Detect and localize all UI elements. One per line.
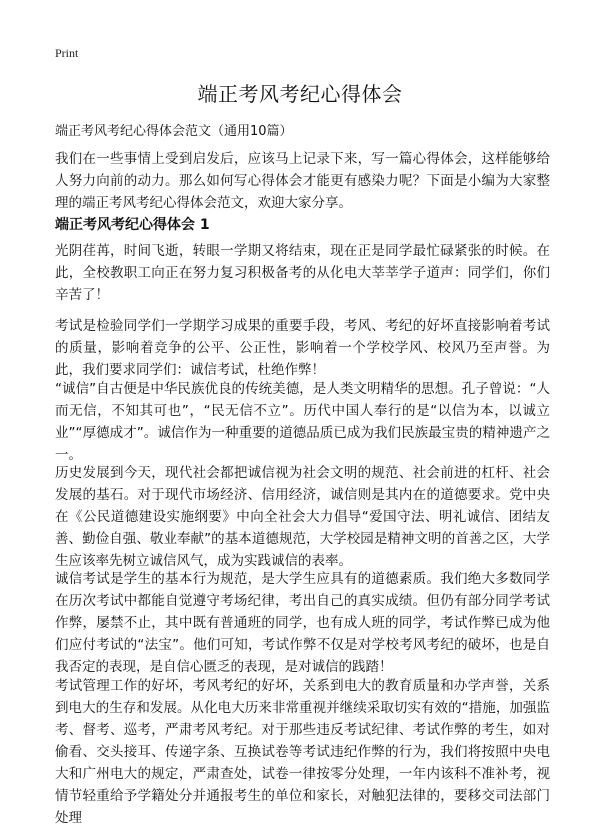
body-paragraph: 诚信考试是学生的基本行为规范，是大学生应具有的道德素质。我们绝大多数同学在历次考试中都能自觉遵守考场纪律，考出自己的真实成绩。但仍有部分同学考试作弊，屡禁不止，其中既有普通班的同学，也有成人班的同学，考试作弊已成为他们应付考试的“法宝”。他们可知，考试作弊不仅是对学校考风考纪的破坏，也是自我否定的表现，是自信心匮乏的表现，是对诚信的践踏！ bbox=[55, 571, 550, 675]
body-paragraph: 历史发展到今天，现代社会都把诚信视为社会文明的规范、社会前进的杠杆、社会发展的基石。对于现代市场经济、信用经济，诚信则是其内在的道德要求。党中央在《公民道德建设实施纲要》中向全社会大力倡导“爱国守法、明礼诚信、团结友善、勤俭自强、敬业奉献”的基本道德规范，大学校园是精神文明的首善之区，大学生应该率先树立诚信风气，成为实践诚信的表率。 bbox=[55, 465, 550, 569]
print-label: Print bbox=[55, 46, 79, 60]
intro-paragraph: 我们在一些事情上受到启发后，应该马上记录下来，写一篇心得体会，这样能够给人努力向前的动力。那么如何写心得体会才能更有感染力呢？下面是小编为大家整理的端正考风考纪心得体会范文，欢迎大家分享。 bbox=[55, 151, 550, 211]
body-paragraph: 考试管理工作的好坏，考风考纪的好坏，关系到电大的教育质量和办学声誉，关系到电大的生存和发展。从化电大历来非常重视并继续采取切实有效的“措施，加强监考、督考、巡考，严肃考风考纪。对于那些违反考试纪律、考试作弊的考生，如对偷看、交头接耳、传递字条、互换试卷等考试违纪作弊的行为，我们将按照中央电大和广州电大的规定，严肃查处，试卷一律按零分处理，一年内该科不准补考，视情节轻重给予学籍处分并通报考生的单位和家长，对触犯法律的，要移交司法部门处理 bbox=[55, 678, 550, 826]
section-heading: 端正考风考纪心得体会 1 bbox=[55, 217, 210, 233]
document-subtitle: 端正考风考纪心得体会范文（通用10篇） bbox=[55, 124, 293, 139]
body-paragraph: 光阴荏苒，时间飞逝，转眼一学期又将结束，现在正是同学最忙碌紧张的时候。在此，全校教职工向正在努力复习积极备考的从化电大莘莘学子道声：同学们，你们辛苦了！ bbox=[55, 243, 550, 303]
body-paragraph: “诚信”自古便是中华民族优良的传统美德，是人类文明精华的思想。孔子曾说：“人而无信，不知其可也”，“民无信不立”。历代中国人奉行的是“以信为本，以诚立业”“厚德成才”。诚信作为一种重要的道德品质已成为我们民族最宝贵的精神遗产之一。 bbox=[55, 381, 550, 463]
body-paragraph: 考试是检验同学们一学期学习成果的重要手段，考风、考纪的好坏直接影响着考试的质量，影响着竞争的公平、公正性，影响着一个学校学风、校风乃至声誉。为此，我们要求同学们：诚信考试，杜绝作弊！ bbox=[55, 318, 550, 378]
document-title: 端正考风考纪心得体会 bbox=[197, 82, 403, 106]
